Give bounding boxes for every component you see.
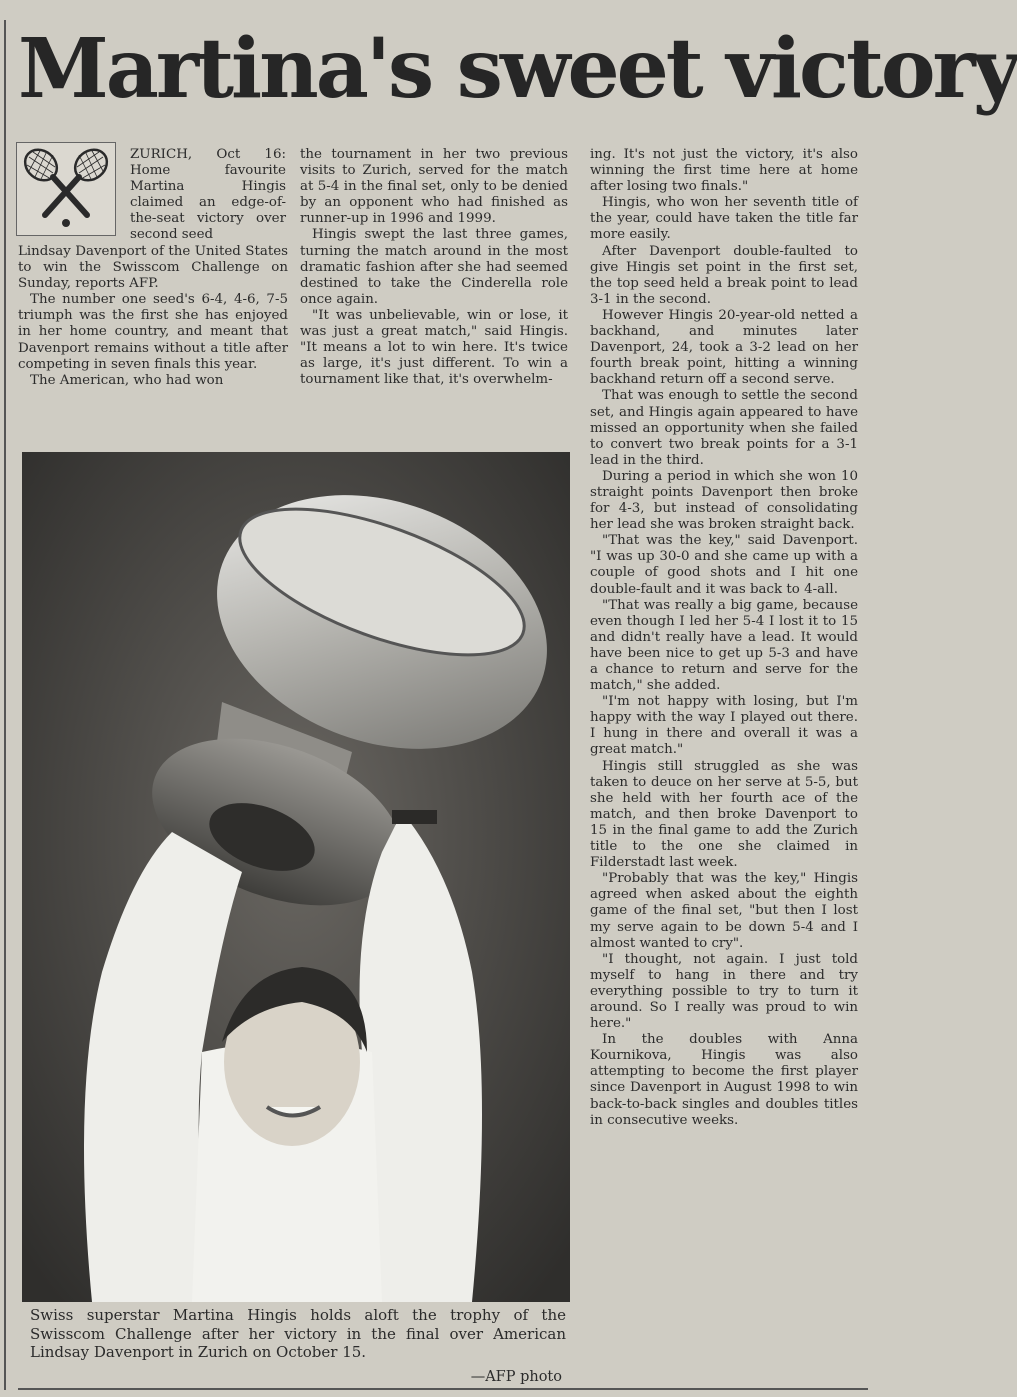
article-column-1-top xyxy=(130,147,286,244)
photo-caption: Swiss superstar Martina Hingis holds aloft the trophy of the Swisscom Challenge after her victory in the final over American Lindsay Davenport in Zurich on October 15. xyxy=(30,1306,566,1361)
headline: Martina's sweet victory xyxy=(18,21,1017,117)
paragraph: "That was the key," said Davenport. "I was up 30-0 and she came up with a couple of good shots and I hit one double-fault and it was back to 4-all. xyxy=(590,533,858,597)
paragraph: "I'm not happy with losing, but I'm happy with the way I played out there. I hung in there and overall it was a great match." xyxy=(590,694,858,758)
article-column-1-bottom xyxy=(18,244,288,389)
paragraph: However Hingis 20-year-old netted a backhand, and minutes later Davenport, 24, took a 3-2 lead on her fourth break point, hitting a winning backhand return off a second serve. xyxy=(590,307,858,388)
paragraph: During a period in which she won 10 straight points Davenport then broke for 4-3, but instead of consolidating her lead she was broken straight back. xyxy=(590,468,858,533)
bottom-rule xyxy=(18,1388,868,1390)
paragraph: "I thought, not again. I just told myself to hang in there and try everything possible to try to turn it around. So I really was proud to win here." xyxy=(590,951,858,1032)
article-column-3 xyxy=(590,147,858,1129)
left-column-rule xyxy=(4,20,6,1390)
paragraph: The number one seed's 6-4, 4-6, 7-5 triumph was the first she has enjoyed in her home country, and meant that Davenport remains without a title after competing in seven finals this year. xyxy=(18,292,288,372)
paragraph: That was enough to settle the second set, and Hingis again appeared to have missed an opportunity when she failed to convert two break points for a 3-1 lead in the third. xyxy=(590,388,858,468)
paragraph: Hingis still struggled as she was taken to deuce on her serve at 5-5, but she held with her fourth ace of the match, and then broke Davenport to 15 in the final game to add the Zurich title to the one she claimed in Filderstadt last week. xyxy=(590,758,858,871)
paragraph: Lindsay Davenport of the United States to win the Swisscom Challenge on Sunday, reports AFP. xyxy=(18,244,288,292)
paragraph: Hingis swept the last three games, turning the match around in the most dramatic fashion after she had seemed destined to take the Cinderella role once again. xyxy=(300,227,568,307)
crossed-tennis-rackets-icon xyxy=(16,142,116,236)
news-photo xyxy=(22,452,570,1302)
paragraph: "That was really a big game, because even though I led her 5-4 I lost it to 15 and didn't really have a lead. It would have been nice to get up 5-3 and have a chance to return and serve for the match," she added. xyxy=(590,597,858,694)
paragraph: ZURICH, Oct 16: Home favourite Martina Hingis claimed an edge-of-the-seat victory over second seed xyxy=(130,147,286,243)
paragraph: The American, who had won xyxy=(30,372,224,388)
paragraph: "Probably that was the key," Hingis agreed when asked about the eighth game of the final set, "but then I lost my serve again to be down 5-4 and I almost wanted to cry". xyxy=(590,871,858,951)
paragraph: "It was unbelievable, win or lose, it was just a great match," said Hingis. "It means a lot to win here. It's twice as large, it's just different. To win a tournament like that, it's overwhelm- xyxy=(300,307,568,388)
photo-credit: —AFP photo xyxy=(470,1369,562,1385)
article-column-2 xyxy=(300,147,568,388)
paragraph: ing. It's not just the victory, it's also winning the first time here at home after losing two finals." xyxy=(590,147,858,195)
paragraph: After Davenport double-faulted to give Hingis set point in the first set, the top seed held a break point to lead 3-1 in the second. xyxy=(590,243,858,307)
paragraph: the tournament in her two previous visits to Zurich, served for the match at 5-4 in the final set, only to be denied by an opponent who had finished as runner-up in 1996 and 1999. xyxy=(300,147,568,227)
paragraph: In the doubles with Anna Kournikova, Hingis was also attempting to become the first player since Davenport in August 1998 to win back-to-back singles and doubles titles in consecutive weeks. xyxy=(590,1032,858,1128)
paragraph: Hingis, who won her seventh title of the year, could have taken the title far more easily. xyxy=(590,195,858,243)
